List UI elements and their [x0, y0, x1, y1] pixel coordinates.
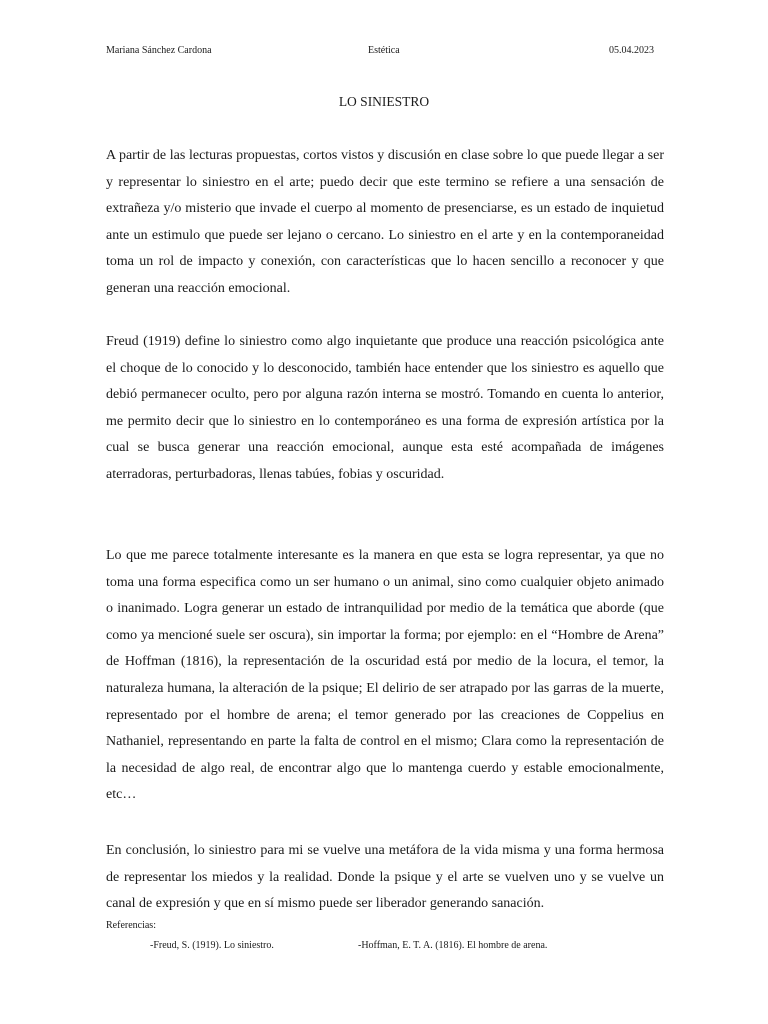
paragraph-conclusion: En conclusión, lo siniestro para mi se vuelve una metáfora de la vida misma y una forma hermosa de representar los miedos y la realidad. Donde la psique y el arte se vuelven uno y se vuelve un canal de expresión y que en sí mismo puede ser liberador generando sanación.	[106, 843, 664, 912]
reference-item: -Hoffman, E. T. A. (1816). El hombre de arena.	[358, 940, 548, 951]
references-heading: Referencias:	[106, 920, 156, 931]
header-author: Mariana Sánchez Cardona	[106, 45, 212, 56]
paragraph-intro: A partir de las lecturas propuestas, cortos vistos y discusión en clase sobre lo que puede llegar a ser y representar lo siniestro en el arte; puedo decir que este termino se refiere a una sensación de extrañeza y/o misterio que invade el cuerpo al momento de presenciarse, es un estado de inquietud ante un estimulo que puede ser lejano o cercano. Lo siniestro en el arte y en la contemporaneidad toma un rol de impacto y conexión, con características que lo hacen sencillo a reconocer y que generan una reacción emocional.	[106, 148, 664, 296]
paragraph-representation: Lo que me parece totalmente interesante es la manera en que esta se logra representar, ya que no toma una forma especifica como un ser humano o un animal, sino como cualquier objeto animado o inanimado. Logra generar un estado de intranquilidad por medio de la temática que aborde (que como ya mencioné suele ser oscura), sin importar la forma; por ejemplo: en el “Hombre de Arena” de Hoffman (1816), la representación de la oscuridad está por medio de la locura, el temor, la naturaleza humana, la alteración de la psique; El delirio de ser atrapado por las garras de la muerte, representado por el hombre de arena; el temor generado por las creaciones de Coppelius en Nathaniel, representando en parte la falta de control en el mismo; Clara como la representación de la necesidad de algo real, de encontrar algo que lo mantenga cuerdo y estable emocionalmente, etc…	[106, 548, 664, 803]
header-date: 05.04.2023	[609, 45, 654, 56]
document-title: LO SINIESTRO	[338, 94, 430, 109]
reference-item: -Freud, S. (1919). Lo siniestro.	[150, 940, 274, 951]
paragraph-freud: Freud (1919) define lo siniestro como algo inquietante que produce una reacción psicológica ante el choque de lo conocido y lo desconocido, también hace entender que los siniestro es aquello que debió permanecer oculto, pero por alguna razón interna se mostró. Tomando en cuenta lo anterior, me permito decir que lo siniestro en lo contemporáneo es una forma de expresión artística por la cual se busca generar una reacción emocional, aunque esta esté acompañada de imágenes aterradoras, perturbadoras, llenas tabúes, fobias y oscuridad.	[106, 334, 664, 482]
header-subject: Estética	[368, 45, 400, 56]
